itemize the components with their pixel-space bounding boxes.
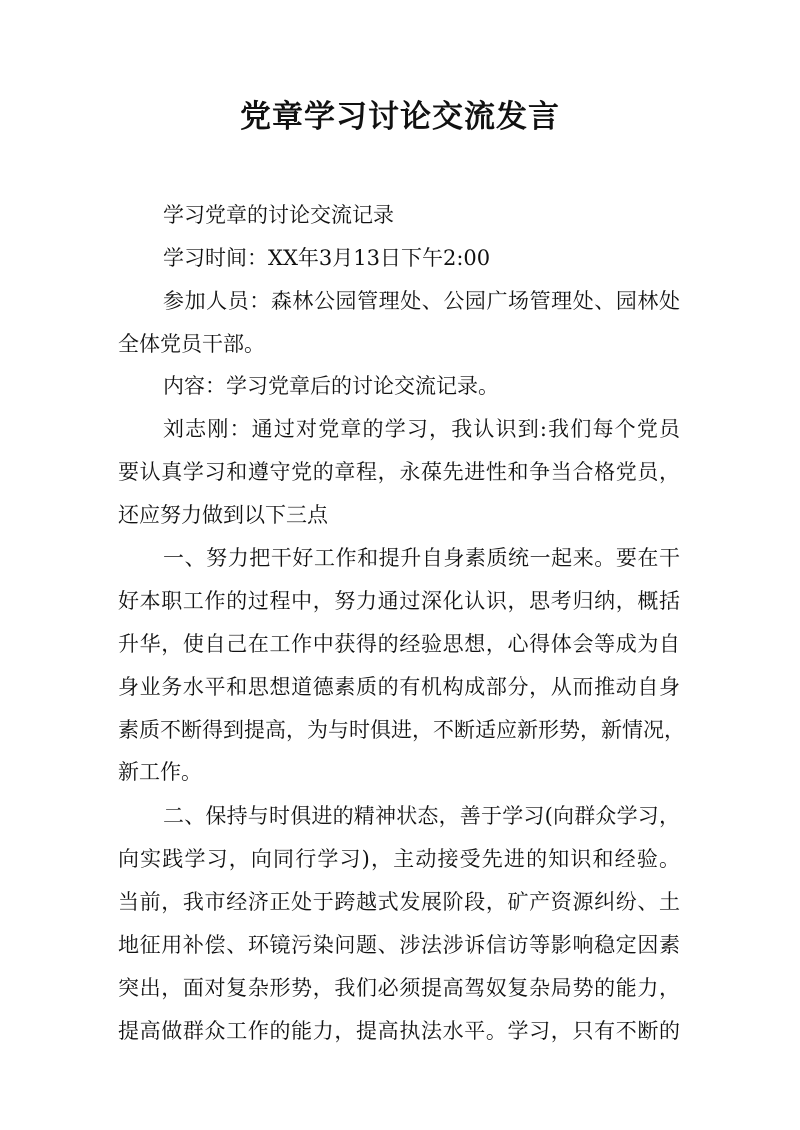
text-line: 地征用补偿、环镜污染问题、涉法涉诉信访等影响稳定因素 [118, 933, 680, 957]
text-line: 还应努力做到以下三点 [118, 503, 328, 527]
text-line: 要认真学习和遵守党的章程，永葆先进性和争当合格党员， [118, 460, 680, 484]
text-line: 身业务水平和思想道德素质的有机构成部分，从而推动自身 [118, 675, 680, 699]
text-line: 素质不断得到提高，为与时俱进，不断适应新形势，新情况， [118, 718, 685, 742]
document-title: 党章学习讨论交流发言 [240, 99, 560, 135]
text-line: 新工作。 [118, 760, 202, 784]
text-line: 内容：学习党章后的讨论交流记录。 [163, 374, 499, 398]
text-line: 当前，我市经济正处于跨越式发展阶段，矿产资源纠纷、土 [118, 890, 680, 914]
text-line: 学习时间：XX年3月13日下午2:00 [163, 246, 491, 270]
text-line: 升华，使自己在工作中获得的经验思想，心得体会等成为自 [118, 632, 680, 656]
text-line: 全体党员干部。 [118, 332, 265, 356]
text-line: 向实践学习，向同行学习)，主动接受先进的知识和经验。 [118, 847, 680, 871]
text-line: 二、保持与时俱进的精神状态，善于学习(向群众学习， [163, 804, 680, 828]
text-line: 学习党章的讨论交流记录 [163, 203, 394, 227]
text-line: 提高做群众工作的能力，提高执法水平。学习，只有不断的 [118, 1019, 680, 1043]
text-line: 一、努力把干好工作和提升自身素质统一起来。要在干 [163, 546, 680, 570]
text-line: 刘志刚：通过对党章的学习，我认识到:我们每个党员 [163, 417, 680, 441]
text-line: 突出，面对复杂形势，我们必须提高驾奴复杂局势的能力， [118, 976, 680, 1000]
text-line: 好本职工作的过程中，努力通过深化认识，思考归纳，概括 [118, 589, 680, 613]
text-line: 参加人员：森林公园管理处、公园广场管理处、园林处 [163, 289, 680, 313]
